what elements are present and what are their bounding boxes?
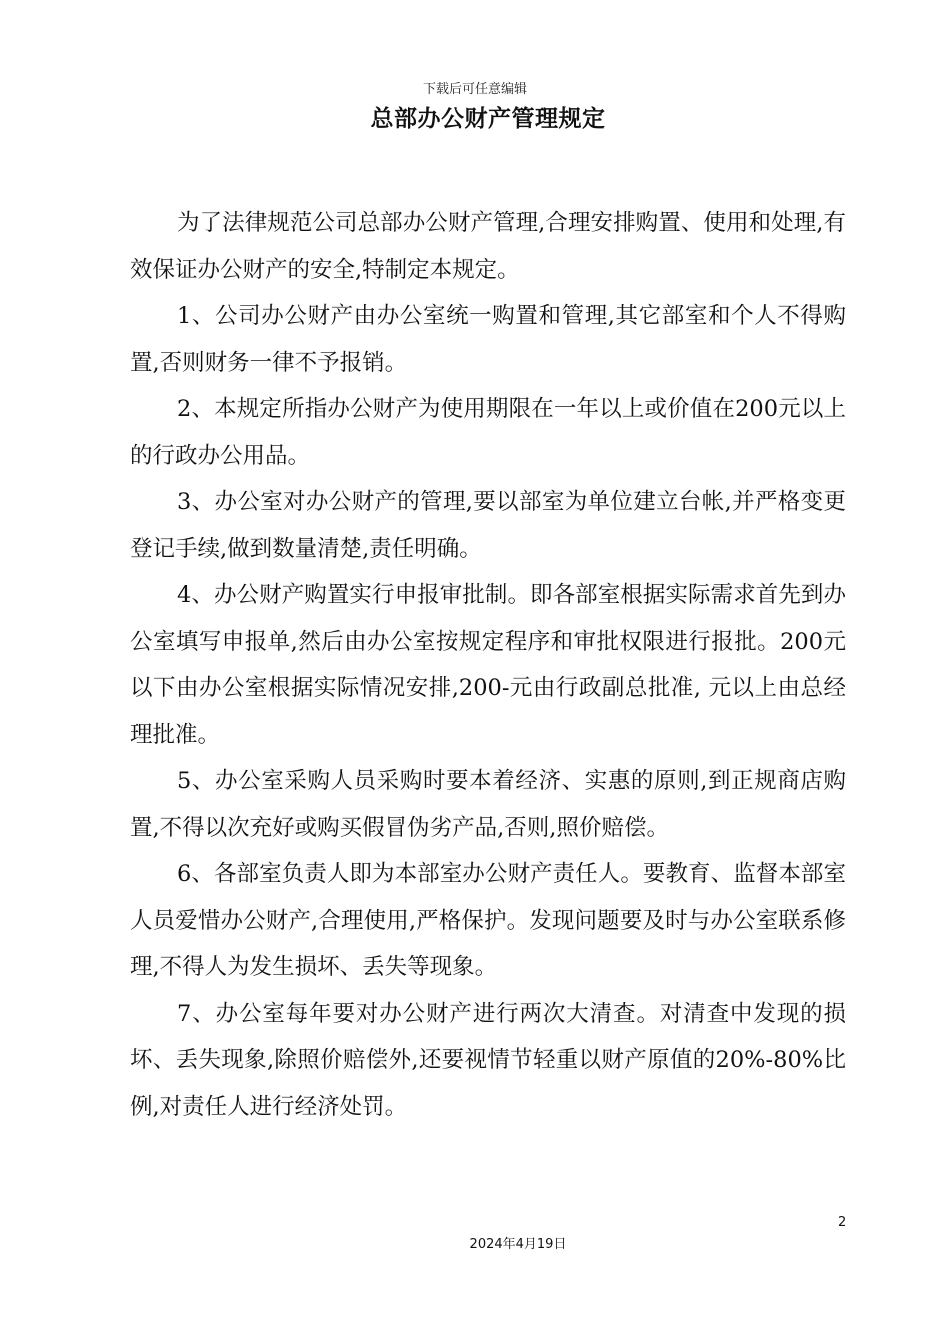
page-number: 2	[838, 1215, 847, 1230]
paragraph-item-7: 7、办公室每年要对办公财产进行两次大清查。对清查中发现的损坏、丢失现象,除照价赔偿外,还要视情节轻重以财产原值的20%-80%比例,对责任人进行经济处罚。	[130, 1000, 846, 1120]
paragraph-item-5: 5、办公室采购人员采购时要本着经济、实惠的原则,到正规商店购置,不得以次充好或购买假冒伪劣产品,否则,照价赔偿。	[130, 768, 846, 841]
paragraph-item-6: 6、各部室负责人即为本部室办公财产责任人。要教育、监督本部室人员爱惜办公财产,合理使用,严格保护。发现问题要及时与办公室联系修理,不得人为发生损坏、丢失等现象。	[130, 861, 846, 980]
paragraph-item-3: 3、办公室对办公财产的管理,要以部室为单位建立台帐,并严格变更登记手续,做到数量清楚,责任明确。	[130, 489, 846, 562]
paragraph-item-1: 1、公司办公财产由办公室统一购置和管理,其它部室和个人不得购置,否则财务一律不予报销。	[130, 303, 846, 376]
paragraph-item-4: 4、办公财产购置实行申报审批制。即各部室根据实际需求首先到办公室填写申报单,然后由办公室按规定程序和审批权限进行报批。200元以下由办公室根据实际情况安排,200-元由行政副总批准, 元以上由总经理批准。	[130, 582, 846, 748]
document-title: 总部办公财产管理规定	[370, 106, 606, 132]
paragraph-intro: 为了法律规范公司总部办公财产管理,合理安排购置、使用和处理,有效保证办公财产的安全,特制定本规定。	[130, 210, 846, 283]
page-header-note: 下载后可任意编辑	[422, 82, 527, 97]
paragraph-item-2: 2、本规定所指办公财产为使用期限在一年以上或价值在200元以上的行政办公用品。	[130, 396, 846, 469]
document-body	[130, 200, 846, 1130]
footer-date: 2024年4月19日	[469, 1237, 567, 1252]
